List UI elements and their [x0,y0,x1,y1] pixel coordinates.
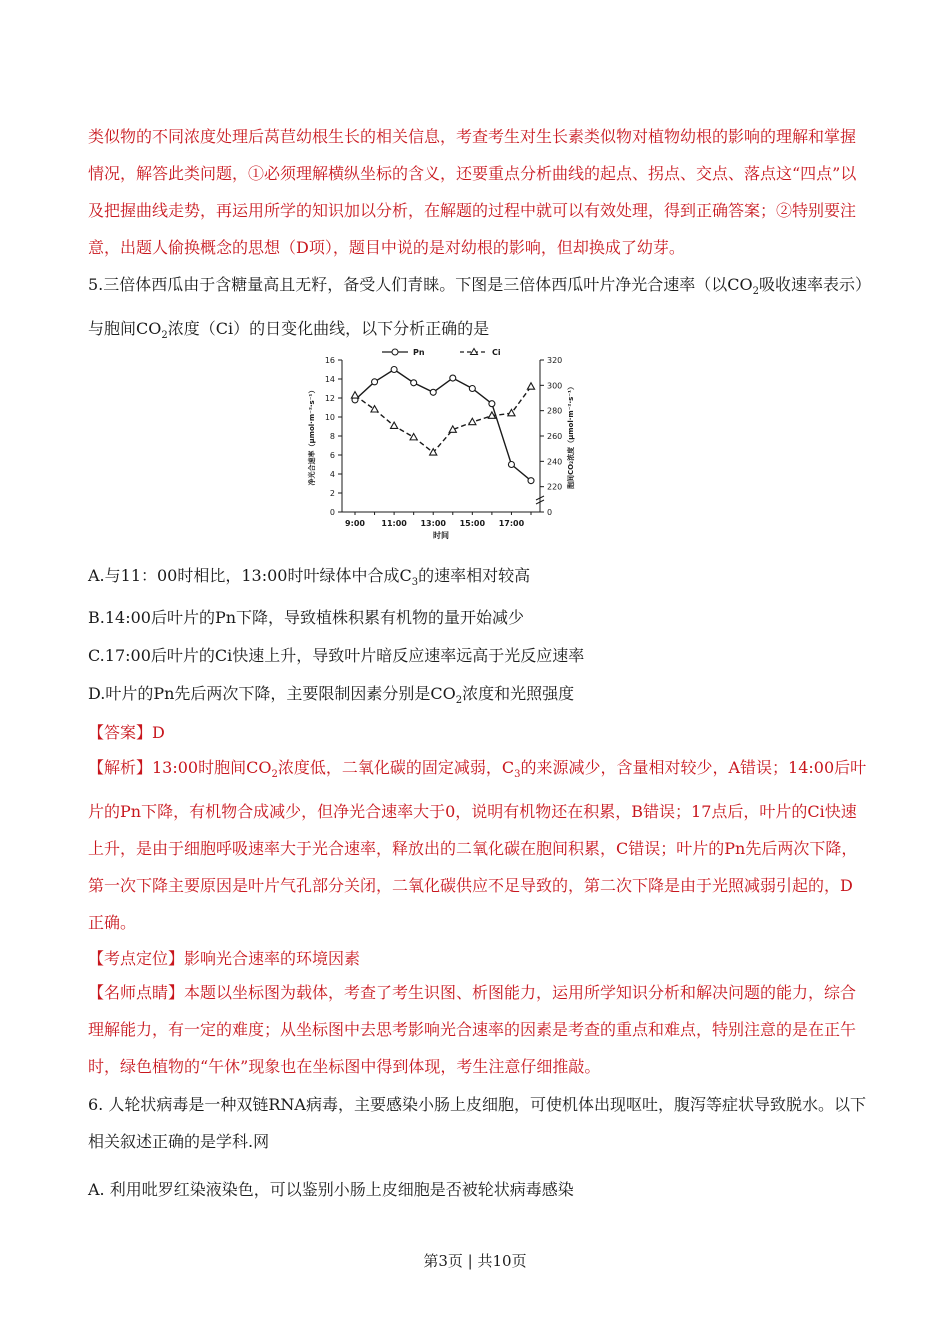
ci-point [469,418,476,424]
analysis-part-a: 【解析】13:00时胞间CO [88,758,272,777]
q5-analysis [88,749,868,941]
option-a-text: A.与11：00时相比，13:00时叶绿体中合成C [88,566,412,585]
left-axis-title: 净光合速率（μmol·m⁻²·s⁻¹） [308,386,316,486]
page-footer: 第3页 | 共10页 [423,1252,527,1270]
q5-option-a[interactable] [88,563,868,588]
subscript: 3 [411,577,419,589]
option-d-text: D.叶片的Pn先后两次下降，主要限制因素分别是CO [88,684,456,703]
pn-point [391,367,397,373]
q5-stem-part-c: 浓度（Ci）的日变化曲线，以下分析正确的是 [167,319,490,339]
right-tick-label: 280 [547,406,563,416]
left-tick-label: 8 [329,432,335,441]
pn-point [489,401,495,407]
intro-paragraph: 类似物的不同浓度处理后莴苣幼根生长的相关信息，考查考生对生长素类似物对植物幼根的影响的理解和掌握情况，解答此类问题，①必须理解横纵坐标的含义，还要重点分析曲线的起点、拐点、交点、落点这“四点”以及把握曲线走势，再运用所学的知识加以分析，在解题的过程中就可以有效处理，得到正确答案；②特别要注意，出题人偷换概念的思想（D项），题目中说的是对幼根的影响，但却换成了幼芽。 [88,127,857,257]
ci-point [527,383,534,389]
subscript: 2 [161,330,168,342]
right-tick-label: 240 [547,457,563,467]
right-tick-label: 0 [547,508,553,517]
pn-point [430,389,436,395]
q5-teacher-note: 【名师点睛】本题以坐标图为载体，考查了考生识图、析图能力，运用所学知识分析和解决问题的能力，综合理解能力，有一定的难度；从坐标图中去思考影响光合速率的因素是考查的重点和难点，特别注意的是在正午时，绿色植物的“午休”现象也在坐标图中得到体现，考生注意仔细推敲。 [88,983,857,1076]
analysis-part-c: 的来源减少，含量相对较少，A错误；14:00后叶片的Pn下降，有机物合成减少，但净光合速率大于0，说明有机物还在积累，B错误；17点后，叶片的Ci快速上升，是由于细胞呼吸速率大于光合速率，释放出的二氧化碳在胞间积累，C错误；叶片的Pn先后两次下降，第一次下降主要原因是叶片气孔部分关闭，二氧化碳供应不足导致的，第二次下降是由于光照减弱引起的，D正确。 [88,758,867,933]
option-d-text-end: 浓度和光照强度 [462,684,575,703]
right-tick-label: 300 [547,381,563,391]
x-axis-title: 时间 [433,531,449,540]
option-a-text-end: 的速率相对较高 [418,566,531,585]
pn-series-line [355,370,531,481]
right-tick-label: 220 [547,482,563,492]
right-axis-title: 胞间CO₂浓度（μmol·m⁻²·s⁻¹） [567,382,575,490]
ci-point [410,433,417,439]
x-tick-label: 17:00 [498,519,525,528]
left-tick-label: 4 [329,470,335,479]
left-tick-label: 0 [329,508,335,517]
x-tick-label: 9:00 [345,519,365,528]
left-tick-label: 6 [329,451,335,460]
legend-pn-marker [392,349,398,355]
question-5-stem [88,266,868,354]
q5-exam-point: 【考点定位】影响光合速率的环境因素 [88,949,361,968]
q5-option-c[interactable]: C.17:00后叶片的Ci快速上升，导致叶片暗反应速率远高于光反应速率 [88,646,585,665]
x-tick-label: 13:00 [420,519,446,528]
right-tick-label: 260 [547,432,563,441]
subscript: 2 [752,286,760,298]
pn-point [508,462,514,468]
pn-point [450,375,456,381]
subscript: 2 [455,695,463,707]
q5-option-d[interactable] [88,681,868,706]
pn-point [411,380,417,386]
q6-option-a[interactable]: A. 利用吡罗红染液染色，可以鉴别小肠上皮细胞是否被轮状病毒感染 [88,1180,574,1199]
subscript: 3 [514,769,521,781]
q5-stem-part-a: 5.三倍体西瓜由于含糖量高且无籽，备受人们青睐。下图是三倍体西瓜叶片净光合速率（以CO [88,275,753,294]
legend-pn-label: Pn [413,348,425,357]
ci-point [351,392,358,398]
q5-answer: 【答案】D [88,723,165,742]
x-tick-label: 11:00 [381,519,407,528]
left-tick-label: 10 [324,413,335,422]
ci-point [371,406,378,412]
left-tick-label: 2 [329,489,335,498]
legend-ci-label: Ci [492,348,501,357]
q5-stem-part-b: 吸收速率表示）与胞间CO [88,275,864,339]
x-tick-label: 15:00 [459,519,486,528]
ci-point [391,422,398,428]
pn-point [469,386,475,392]
photosynthesis-chart [300,345,600,545]
analysis-part-b: 浓度低，二氧化碳的固定减弱，C [277,758,515,777]
pn-point [528,478,534,484]
right-tick-label: 320 [547,356,563,365]
question-6-stem: 6. 人轮状病毒是一种双链RNA病毒，主要感染小肠上皮细胞，可使机体出现呕吐，腹泻等症状导致脱水。以下相关叙述正确的是学科.网 [88,1095,866,1151]
left-tick-label: 14 [324,375,335,384]
left-tick-label: 16 [324,356,335,365]
subscript: 2 [271,769,278,781]
pn-point [372,379,378,385]
left-tick-label: 12 [324,394,335,403]
q5-option-b[interactable]: B.14:00后叶片的Pn下降，导致植株积累有机物的量开始减少 [88,608,525,627]
